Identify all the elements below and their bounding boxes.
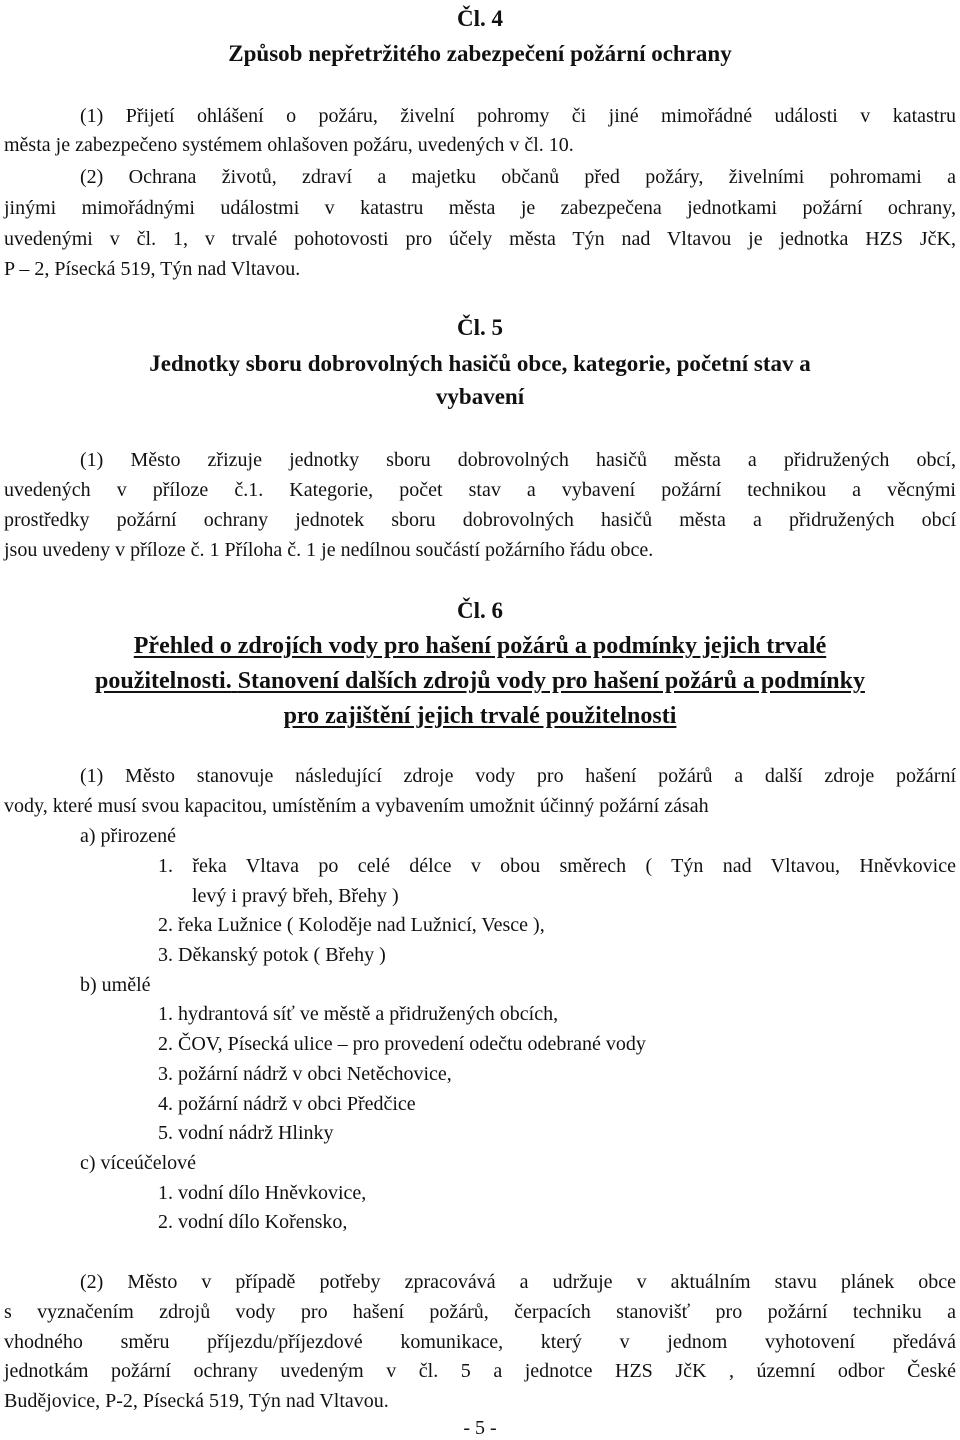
article-4-paragraph-1-line: (1) Přijetí ohlášení o požáru, živelní pohromy či jiné mimořádné události v katastru [80, 105, 956, 127]
list-item: 2. řeka Lužnice ( Koloděje nad Lužnicí, Vesce ), [158, 914, 545, 936]
article-4-paragraph-2-line: P – 2, Písecká 519, Týn nad Vltavou. [4, 258, 301, 280]
list-item: 1. hydrantová síť ve městě a přidružených obcích, [158, 1003, 559, 1025]
list-item: 2. ČOV, Písecká ulice – pro provedení odečtu odebrané vody [158, 1033, 646, 1055]
article-6-paragraph-2-line: vhodného směru příjezdu/příjezdové komunikace, který v jednom vyhotovení předává [4, 1331, 956, 1353]
article-5-paragraph-1-line: (1) Město zřizuje jednotky sboru dobrovolných hasičů města a přidružených obcí, [80, 449, 956, 471]
list-item: 1. řeka Vltava po celé délce v obou směrech ( Týn nad Vltavou, Hněvkovice [158, 855, 956, 877]
list-item: 3. Děkanský potok ( Břehy ) [158, 944, 386, 966]
article-5-paragraph-1-line: uvedených v příloze č.1. Kategorie, počet stav a vybavení požární technikou a věcnými [4, 479, 956, 501]
list-item: 4. požární nádrž v obci Předčice [158, 1093, 416, 1115]
list-group-label: b) umělé [80, 974, 151, 996]
article-4-number: Čl. 4 [457, 6, 503, 31]
article-6-number: Čl. 6 [457, 598, 503, 623]
article-6-title-part: použitelnosti. [95, 668, 232, 694]
list-item: 5. vodní nádrž Hlinky [158, 1122, 334, 1144]
page-number: - 5 - [463, 1417, 497, 1439]
list-item: levý i pravý břeh, Břehy ) [192, 885, 399, 907]
article-5-paragraph-1-line: prostředky požární ochrany jednotek sboru dobrovolných hasičů města a přidružených obcí [4, 509, 956, 531]
article-6-paragraph-1-line: (1) Město stanovuje následující zdroje vody pro hašení požárů a další zdroje požární [80, 765, 956, 787]
article-6-paragraph-1-line: vody, které musí svou kapacitou, umístěním a vybavením umožnit účinný požární zásah [4, 795, 709, 817]
article-4-title: Způsob nepřetržitého zabezpečení požární ochrany [228, 41, 732, 66]
article-6-title-line [0, 665, 960, 697]
article-5-title-line: vybavení [435, 384, 525, 409]
article-5-paragraph-1-line: jsou uvedeny v příloze č. 1 Příloha č. 1 je nedílnou součástí požárního řádu obce. [4, 539, 654, 561]
article-6-paragraph-2-line: Budějovice, P-2, Písecká 519, Týn nad Vltavou. [4, 1390, 389, 1412]
article-5-number: Čl. 5 [457, 315, 503, 340]
article-4-paragraph-2-line: (2) Ochrana životů, zdraví a majetku občanů před požáry, živelními pohromami a [80, 166, 956, 188]
article-5-title-line: Jednotky sboru dobrovolných hasičů obce, kategorie, početní stav a [149, 351, 811, 376]
list-group-label: a) přirozené [80, 825, 177, 847]
article-6-title-line: pro zajištění jejich trvalé použitelnosti [283, 703, 677, 729]
list-group-label: c) víceúčelové [80, 1152, 197, 1174]
article-6-paragraph-2-line: s vyznačením zdrojů vody pro hašení požárů, čerpacích stanovišť pro požární techniku a [4, 1301, 956, 1323]
article-4-paragraph-2-line: uvedenými v čl. 1, v trvalé pohotovosti pro účely města Týn nad Vltavou je jednotka HZS JčK, [4, 228, 956, 250]
article-6-paragraph-2-line: (2) Město v případě potřeby zpracovává a udržuje v aktuálním stavu plánek obce [80, 1271, 956, 1293]
article-6-title-line: Přehled o zdrojích vody pro hašení požárů a podmínky jejich trvalé [133, 633, 827, 659]
article-4-paragraph-1-line: města je zabezpečeno systémem ohlašoven požáru, uvedených v čl. 10. [4, 134, 574, 156]
article-6-title-part: Stanovení dalších zdrojů vody pro hašení požárů a podmínky [237, 668, 865, 694]
article-6-paragraph-2-line: jednotkám požární ochrany uvedeným v čl. 5 a jednotce HZS JčK , územní odbor České [4, 1360, 956, 1382]
article-4-paragraph-2-line: jinými mimořádnými událostmi v katastru města je zabezpečena jednotkami požární ochrany, [4, 197, 956, 219]
list-item: 1. vodní dílo Hněvkovice, [158, 1182, 367, 1204]
list-item: 2. vodní dílo Kořensko, [158, 1211, 348, 1233]
list-item: 3. požární nádrž v obci Netěchovice, [158, 1063, 452, 1085]
